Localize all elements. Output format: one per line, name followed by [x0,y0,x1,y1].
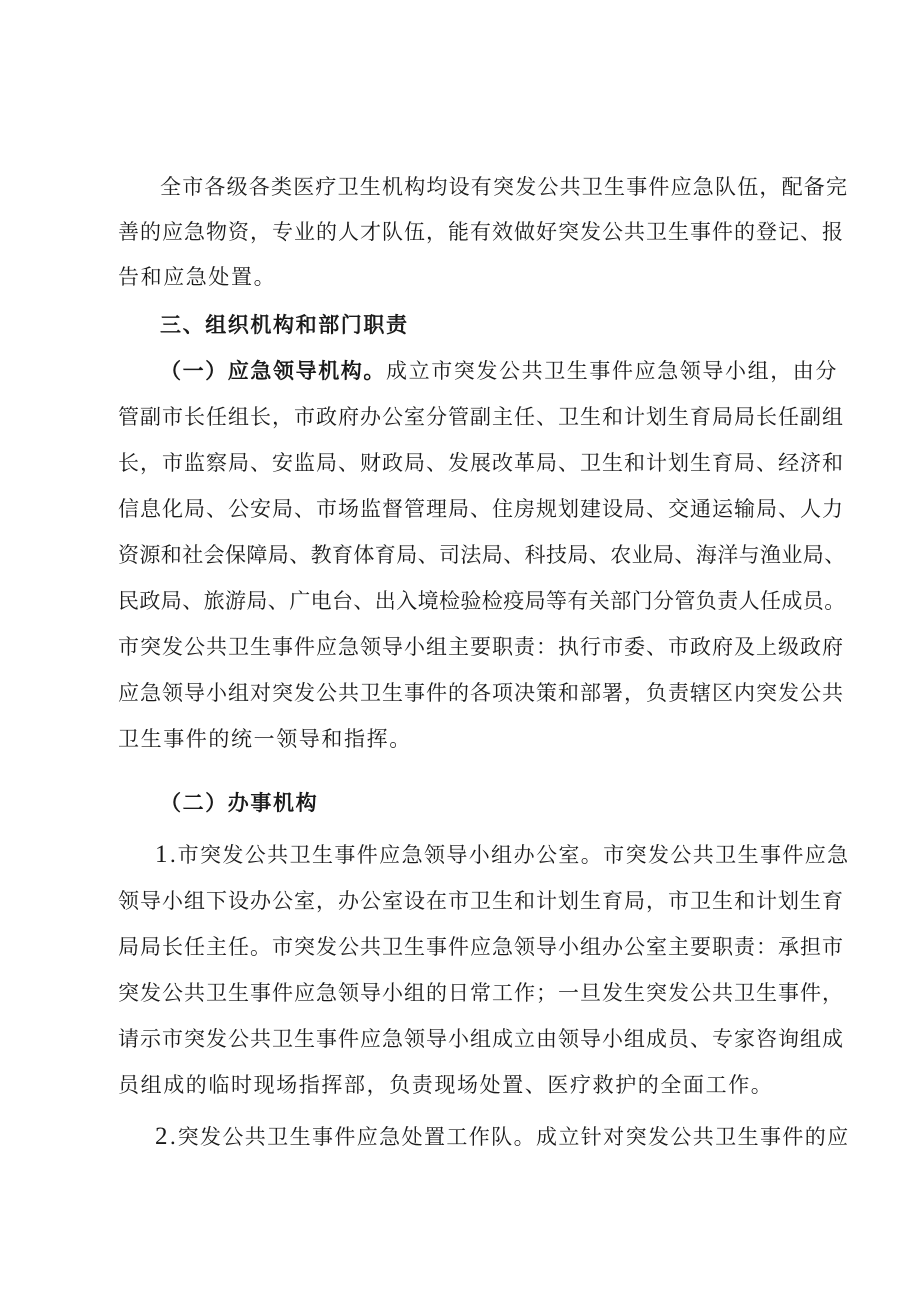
paragraph-text: .突发公共卫生事件应急处置工作队。成立针对突发公共卫生事件的应 [169,1125,850,1149]
subsection-heading: （二）办事机构 [160,790,319,815]
paragraph-line: 善的应急物资，专业的人才队伍，能有效做好突发公共卫生事件的登记、报 [118,220,844,244]
item-number: 2 [155,1123,168,1150]
paragraph-line: 领导小组下设办公室，办公室设在市卫生和计划生育局，市卫生和计划生育 [118,889,844,913]
paragraph-line: 信息化局、公安局、市场监督管理局、住房规划建设局、交通运输局、人力 [118,497,844,521]
paragraph-line: 管副市长任组长，市政府办公室分管副主任、卫生和计划生育局局长任副组 [118,405,844,429]
paragraph-line: 员组成的临时现场指挥部，负责现场处置、医疗救护的全面工作。 [118,1073,774,1097]
paragraph-line: 局局长任主任。市突发公共卫生事件应急领导小组办公室主要职责：承担市 [118,935,844,959]
paragraph-line: 请示市突发公共卫生事件应急领导小组成立由领导小组成员、专家咨询组成 [118,1027,844,1051]
paragraph-line: 长，市监察局、安监局、财政局、发展改革局、卫生和计划生育局、经济和 [118,451,844,475]
subsection-first-line [160,356,838,386]
paragraph-line: 应急领导小组对突发公共卫生事件的各项决策和部署，负责辖区内突发公共 [118,681,844,705]
paragraph-line: 市突发公共卫生事件应急领导小组主要职责：执行市委、市政府及上级政府 [118,635,844,659]
section-heading: 三、组织机构和部门职责 [160,312,409,337]
paragraph-line: 告和应急处置。 [118,265,277,289]
numbered-item-first-line [155,1122,850,1152]
paragraph-line: 民政局、旅游局、广电台、出入境检验检疫局等有关部门分管负责人任成员。 [118,589,846,613]
paragraph-text: .市突发公共卫生事件应急领导小组办公室。市突发公共卫生事件应急 [169,843,850,867]
subsection-heading: （一）应急领导机构。 [160,358,386,383]
paragraph-line: 突发公共卫生事件应急领导小组的日常工作；一旦发生突发公共卫生事件， [118,981,844,1005]
paragraph-line: 资源和社会保障局、教育体育局、司法局、科技局、农业局、海洋与渔业局、 [118,543,846,567]
paragraph-line: 卫生事件的统一领导和指挥。 [118,727,412,751]
numbered-item-first-line [155,840,850,870]
paragraph-text: 成立市突发公共卫生事件应急领导小组，由分 [386,359,838,383]
item-number: 1 [155,841,168,868]
paragraph-line: 全市各级各类医疗卫生机构均设有突发公共卫生事件应急队伍，配备完 [160,175,849,199]
